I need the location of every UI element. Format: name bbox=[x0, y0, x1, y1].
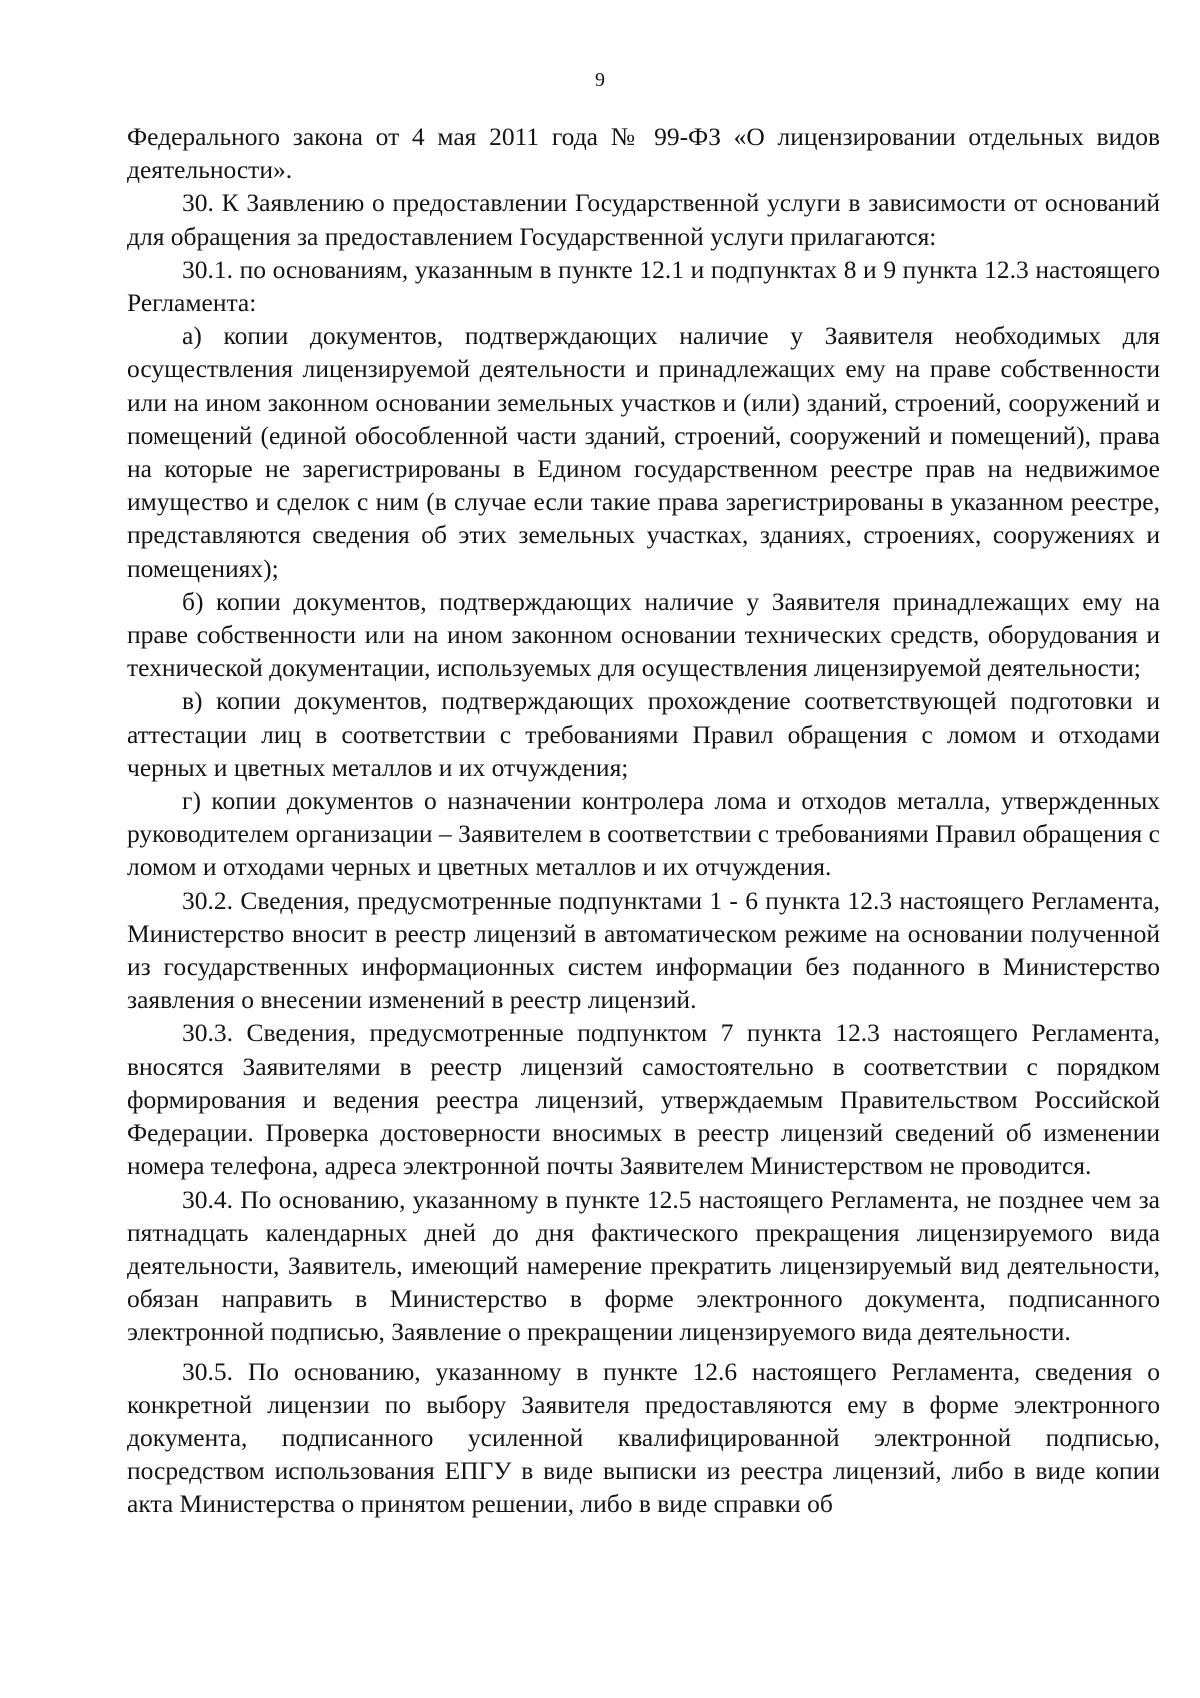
page-number: 9 bbox=[595, 69, 605, 91]
paragraph-30-1: 30.1. по основаниям, указанным в пункте 12.1 и подпунктах 8 и 9 пункта 12.3 настоящего Регламента: bbox=[127, 254, 1160, 318]
document-body bbox=[127, 120, 1160, 1521]
paragraph-30-1-g: г) копии документов о назначении контролера лома и отходов металла, утвержденных руководителем организации – Заявителем в соответствии с требованиями Правил обращения с ломом и отходами черных и цветных металлов и их отчуждения. bbox=[127, 786, 1160, 882]
paragraph-30-2: 30.2. Сведения, предусмотренные подпунктами 1 - 6 пункта 12.3 настоящего Регламента, Министерство вносит в реестр лицензий в автоматическом режиме на основании полученной из государственных информационных систем информации без поданного в Министерство заявления о внесении изменений в реестр лицензий. bbox=[127, 885, 1160, 1015]
paragraph-30: 30. К Заявлению о предоставлении Государственной услуги в зависимости от оснований для обращения за предоставлением Государственной услуги прилагаются: bbox=[127, 188, 1160, 251]
paragraph-30-4: 30.4. По основанию, указанному в пункте 12.5 настоящего Регламента, не позднее чем за пятнадцать календарных дней до дня фактического прекращения лицензируемого вида деятельности, Заявитель, имеющий намерение прекратить лицензируемый вид деятельности, обязан направить в Министерство в форме электронного документа, подписанного электронной подписью, Заявление о прекращении лицензируемого вида деятельности. bbox=[127, 1184, 1160, 1347]
paragraph-30-1-v: в) копии документов, подтверждающих прохождение соответствующей подготовки и аттестации лиц в соответствии с требованиями Правил обращения с ломом и отходами черных и цветных металлов и их отчуждения; bbox=[127, 686, 1160, 782]
paragraph-30-5: 30.5. По основанию, указанному в пункте 12.6 настоящего Регламента, сведения о конкретной лицензии по выбору Заявителя предоставляются ему в форме электронного документа, подписанного усиленной квалифицированной электронной подписью, посредством использования ЕПГУ в виде выписки из реестра лицензий, либо в виде копии акта Министерства о принятом решении, либо в виде справки об bbox=[127, 1356, 1160, 1519]
paragraph-30-1-a: а) копии документов, подтверждающих наличие у Заявителя необходимых для осуществления лицензируемой деятельности и принадлежащих ему на праве собственности или на ином законном основании земельных участков и (или) зданий, строений, сооружений и помещений (единой обособленной части зданий, строений, сооружений и помещений), права на которые не зарегистрированы в Едином государственном реестре прав на недвижимое имущество и сделок с ним (в случае если такие права зарегистрированы в указанном реестре, представляются сведения об этих земельных участках, зданиях, строениях, сооружениях и помещениях); bbox=[127, 321, 1160, 583]
paragraph-30-1-b: б) копии документов, подтверждающих наличие у Заявителя принадлежащих ему на праве собственности или на ином законном основании технических средств, оборудования и технической документации, используемых для осуществления лицензируемой деятельности; bbox=[127, 586, 1160, 683]
paragraph-law-reference: Федерального закона от 4 мая 2011 года № 99-ФЗ «О лицензировании отдельных видов деятельности». bbox=[127, 122, 1160, 185]
paragraph-30-3: 30.3. Сведения, предусмотренные подпунктом 7 пункта 12.3 настоящего Регламента, вносятся Заявителями в реестр лицензий самостоятельно в соответствии с порядком формирования и ведения реестра лицензий, утверждаемым Правительством Российской Федерации. Проверка достоверности вносимых в реестр лицензий сведений об изменении номера телефона, адреса электронной почты Заявителем Министерством не проводится. bbox=[127, 1018, 1160, 1181]
